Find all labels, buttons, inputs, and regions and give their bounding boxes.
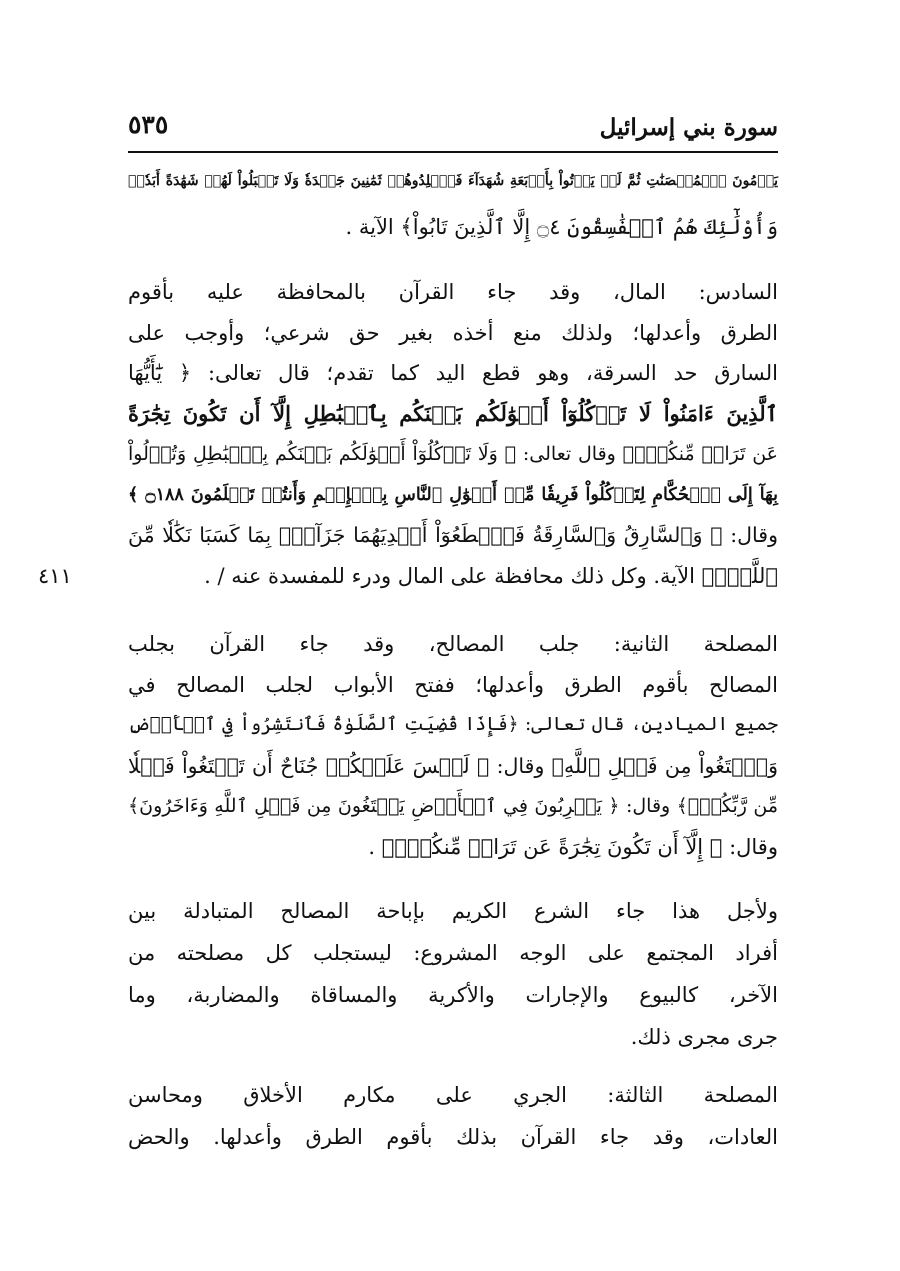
text-line: السادس: المال، وقد جاء القرآن بالمحافظة عليه بأقوم	[128, 280, 778, 304]
paragraph-verse-continuation	[128, 158, 778, 250]
text-line: بِهَآ إِلَى ٱلۡحُكَّامِ لِتَأۡكُلُواْ فَرِيقٗا مِّنۡ أَمۡوَٰلِ ٱلنَّاسِ بِٱلۡإِثۡمِ وَأَنتُمۡ تَعۡلَمُونَ ۝١٨٨ ﴾	[128, 484, 778, 505]
page-number: ٥٣٥	[128, 110, 169, 139]
text-line: وقال: ﴿ إِلَّآ أَن تَكُونَ تِجَٰرَةً عَن تَرَاضٖ مِّنكُمۡۚ﴾ .	[368, 834, 778, 859]
text-line: جميع الميادين، قال تعالى: ﴿فَإِذَا قُضِيَتِ ٱلصَّلَوٰةُ فَٱنتَشِرُواْ فِي ٱلۡأَرۡضِ	[128, 714, 778, 735]
header-rule	[128, 151, 778, 153]
text-line: السارق حد السرقة، وهو قطع اليد كما تقدم؛ قال تعالى: ﴿ يَٰٓأَيُّهَا	[128, 361, 778, 385]
text-line: وَأُوْلَٰٓئِكَ هُمُ ٱلۡفَٰسِقُونَ ۝٤ إِلَّا ٱلَّذِينَ تَابُواْ﴾ الآية .	[345, 215, 778, 239]
text-line: المصلحة الثانية: جلب المصالح، وقد جاء القرآن بجلب	[128, 632, 778, 656]
text-line: الطرق وأعدلها؛ ولذلك منع أخذه بغير حق شرعي؛ وأوجب على	[128, 320, 778, 345]
text-line: ولأجل هذا جاء الشرع الكريم بإباحة المصالح المتبادلة بين	[128, 899, 778, 923]
text-line: المصالح بأقوم الطرق وأعدلها؛ ففتح الأبواب لجلب المصالح في	[128, 672, 778, 697]
text-line: ٱلَّذِينَ ءَامَنُواْ لَا تَأۡكُلُوٓاْ أَمۡوَٰلَكُم بَيۡنَكُم بِٱلۡبَٰطِلِ إِلَّآ أَن تَكُونَ تِجَٰرَةً	[128, 400, 778, 426]
text-line: ٱللَّهِۗ﴾ الآية. وكل ذلك محافظة على المال ودرء للمفسدة عنه / .	[204, 563, 778, 588]
margin-page-number: ٤١١	[38, 564, 72, 588]
text-line: أفراد المجتمع على الوجه المشروع: ليستجلب كل مصلحته من	[128, 941, 778, 965]
text-line: مِّن رَّبِّكُمۡۚ﴾ وقال: ﴿ يَضۡرِبُونَ فِي ٱلۡأَرۡضِ يَبۡتَغُونَ مِن فَضۡلِ ٱللَّهِ وَءَاخَرُونَ﴾	[128, 795, 778, 817]
paragraph-sixth-property	[128, 272, 778, 596]
text-line: الآخر، كالبيوع والإجارات والأكرية والمساقاة والمضاربة، وما	[128, 983, 778, 1007]
text-line: وَٱبۡتَغُواْ مِن فَضۡلِ ٱللَّهِ﴾ وقال: ﴿ لَيۡسَ عَلَيۡكُمۡ جُنَاحٌ أَن تَبۡتَغُواْ فَضۡلٗا	[128, 753, 778, 778]
text-line: يَرۡمُونَ ٱلۡمُحۡصَنَٰتِ ثُمَّ لَمۡ يَأۡتُواْ بِأَرۡبَعَةِ شُهَدَآءَ فَٱجۡلِدُوهُمۡ ثَمَٰنِينَ جَلۡدَةٗ وَلَا تَقۡبَلُواْ لَهُمۡ شَهَٰدَةً أَبَدٗاۚ	[128, 173, 778, 189]
paragraph-second-interest	[128, 624, 778, 867]
text-line: وقال: ﴿ وَٱلسَّارِقُ وَٱلسَّارِقَةُ فَٱقۡطَعُوٓاْ أَيۡدِيَهُمَا جَزَآءَۢ بِمَا كَسَبَا نَكَٰلٗا مِّنَ	[128, 523, 778, 547]
paragraph-third-interest	[128, 1074, 778, 1158]
text-line: جرى مجرى ذلك.	[630, 1025, 778, 1049]
sura-title: سورة بني إسرائيل	[599, 114, 778, 141]
text-line: عَن تَرَاضٖ مِّنكُمۡۚ﴾ وقال تعالى: ﴿ وَلَا تَأۡكُلُوٓاْ أَمۡوَٰلَكُم بَيۡنَكُم بِٱلۡبَٰطِلِ وَتُدۡلُواْ	[128, 443, 778, 465]
text-line: العادات، وقد جاء القرآن بذلك بأقوم الطرق وأعدلها. والحض	[128, 1125, 778, 1149]
text-line: المصلحة الثالثة: الجري على مكارم الأخلاق ومحاسن	[128, 1083, 778, 1107]
running-header	[128, 110, 778, 150]
paragraph-exchange-interests	[128, 890, 778, 1058]
